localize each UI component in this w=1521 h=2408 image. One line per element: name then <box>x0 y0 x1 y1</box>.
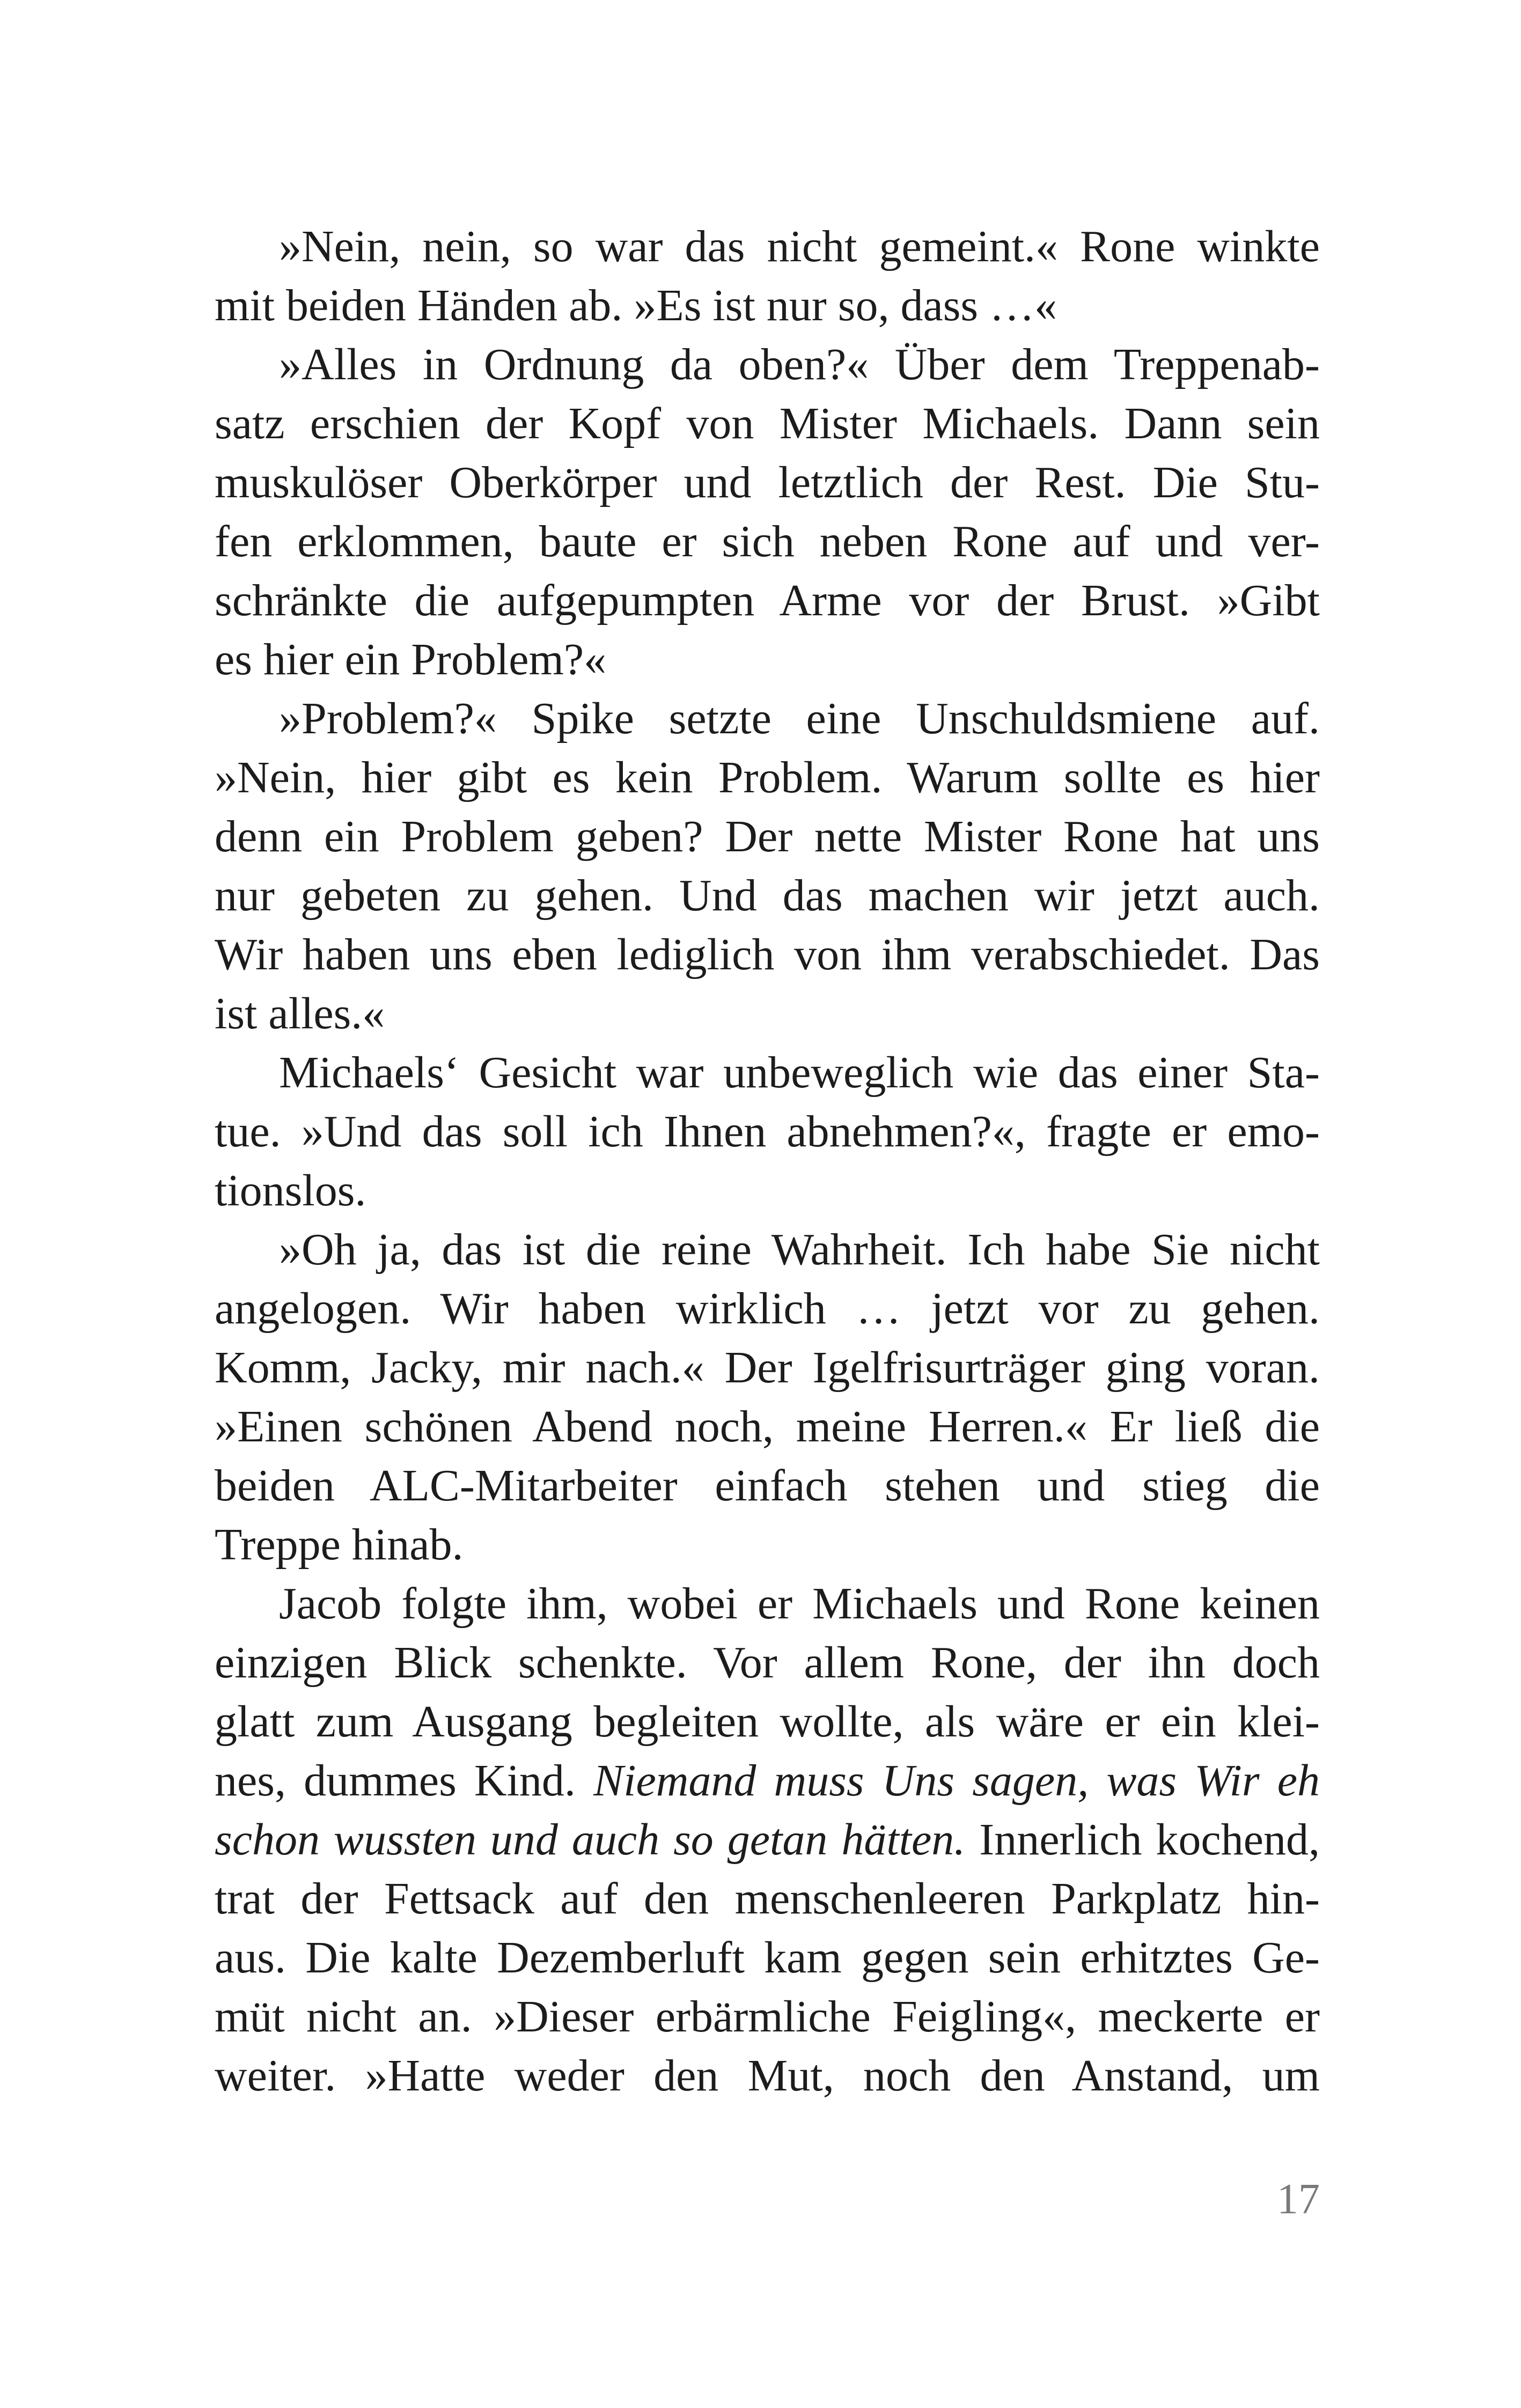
text-line <box>215 1515 464 1574</box>
line-text: nes, dummes Kind. <box>215 1756 576 1806</box>
line-text: »Einen schönen Abend noch, meine Herren.« Er ließ die <box>215 1402 1320 1452</box>
line-text: weiter. »Hatte weder den Mut, noch den Anstand, um <box>215 2051 1320 2101</box>
line-text: Treppe hinab. <box>215 1520 464 1570</box>
text-line <box>215 276 1057 335</box>
text-line <box>215 925 1320 984</box>
line-text: tionslos. <box>215 1166 366 1216</box>
text-line <box>215 1338 1320 1397</box>
line-text: trat der Fettsack auf den menschenleeren Parkplatz hin- <box>215 1874 1320 1924</box>
text-line <box>215 866 1320 925</box>
text-line <box>215 571 1320 630</box>
text-line <box>215 217 1320 276</box>
page-number: 17 <box>1277 2176 1320 2223</box>
text-line <box>215 512 1320 571</box>
text-line <box>215 2046 1320 2105</box>
text-line <box>215 1987 1320 2046</box>
line-text: müt nicht an. »Dieser erbärmliche Feigling«, meckerte er <box>215 1992 1320 2042</box>
line-text: Wir haben uns eben lediglich von ihm verabschiedet. Das <box>215 930 1320 980</box>
line-text: »Alles in Ordnung da oben?« Über dem Treppenab- <box>279 340 1320 389</box>
line-text: angelogen. Wir haben wirklich … jetzt vor zu gehen. <box>215 1284 1320 1334</box>
line-text: es hier ein Problem?« <box>215 635 607 684</box>
text-line <box>215 1692 1320 1751</box>
line-text: tue. »Und das soll ich Ihnen abnehmen?«, fragte er emo- <box>215 1107 1320 1157</box>
line-text: Komm, Jacky, mir nach.« Der Igelfrisurträger ging voran. <box>215 1343 1320 1393</box>
text-line <box>215 1456 1320 1515</box>
line-text: einzigen Blick schenkte. Vor allem Rone, der ihn doch <box>215 1638 1320 1688</box>
italic-thought-text: Niemand muss Uns sagen, was Wir eh <box>593 1756 1320 1806</box>
line-text: Innerlich kochend, <box>979 1815 1320 1865</box>
line-text: ist alles.« <box>215 989 385 1039</box>
line-text: mit beiden Händen ab. »Es ist nur so, dass …« <box>215 281 1057 330</box>
line-text: »Problem?« Spike setzte eine Unschuldsmiene auf. <box>279 694 1320 743</box>
text-line <box>215 689 1320 748</box>
line-text: glatt zum Ausgang begleiten wollte, als wäre er ein klei- <box>215 1697 1320 1747</box>
text-line <box>215 1869 1320 1928</box>
text-line <box>215 1810 1320 1869</box>
line-text: schränkte die aufgepumpten Arme vor der Brust. »Gibt <box>215 576 1320 625</box>
line-text: nur gebeten zu gehen. Und das machen wir jetzt auch. <box>215 871 1320 921</box>
text-line <box>215 1633 1320 1692</box>
text-line <box>215 748 1320 807</box>
italic-thought-text: schon wussten und auch so getan hätten. <box>215 1815 966 1865</box>
line-text: satz erschien der Kopf von Mister Michaels. Dann sein <box>215 399 1320 448</box>
text-line <box>215 1574 1320 1633</box>
line-text: »Oh ja, das ist die reine Wahrheit. Ich habe Sie nicht <box>279 1225 1320 1275</box>
text-line <box>215 1043 1320 1102</box>
line-text: fen erklommen, baute er sich neben Rone auf und ver- <box>215 517 1320 566</box>
text-line <box>215 453 1320 512</box>
text-line <box>215 1928 1320 1987</box>
text-line <box>215 984 385 1043</box>
text-line <box>215 1279 1320 1338</box>
line-text: muskulöser Oberkörper und letztlich der Rest. Die Stu- <box>215 458 1320 507</box>
text-line <box>215 630 606 689</box>
text-line <box>215 807 1320 866</box>
text-line <box>215 1220 1320 1279</box>
text-line <box>215 1161 366 1220</box>
text-line <box>215 1751 1320 1810</box>
text-line <box>215 335 1320 394</box>
line-text: beiden ALC-Mitarbeiter einfach stehen und stieg die <box>215 1461 1320 1511</box>
line-text: »Nein, hier gibt es kein Problem. Warum sollte es hier <box>215 753 1320 802</box>
line-text: Michaels‘ Gesicht war unbeweglich wie das einer Sta- <box>279 1048 1320 1098</box>
line-text: »Nein, nein, so war das nicht gemeint.« Rone winkte <box>279 222 1320 271</box>
line-text: Jacob folgte ihm, wobei er Michaels und Rone keinen <box>279 1579 1320 1629</box>
text-line <box>215 394 1320 453</box>
line-text: denn ein Problem geben? Der nette Mister Rone hat uns <box>215 812 1320 861</box>
text-line <box>215 1397 1320 1456</box>
text-line <box>215 1102 1320 1161</box>
line-text: aus. Die kalte Dezemberluft kam gegen sein erhitztes Ge- <box>215 1933 1320 1983</box>
